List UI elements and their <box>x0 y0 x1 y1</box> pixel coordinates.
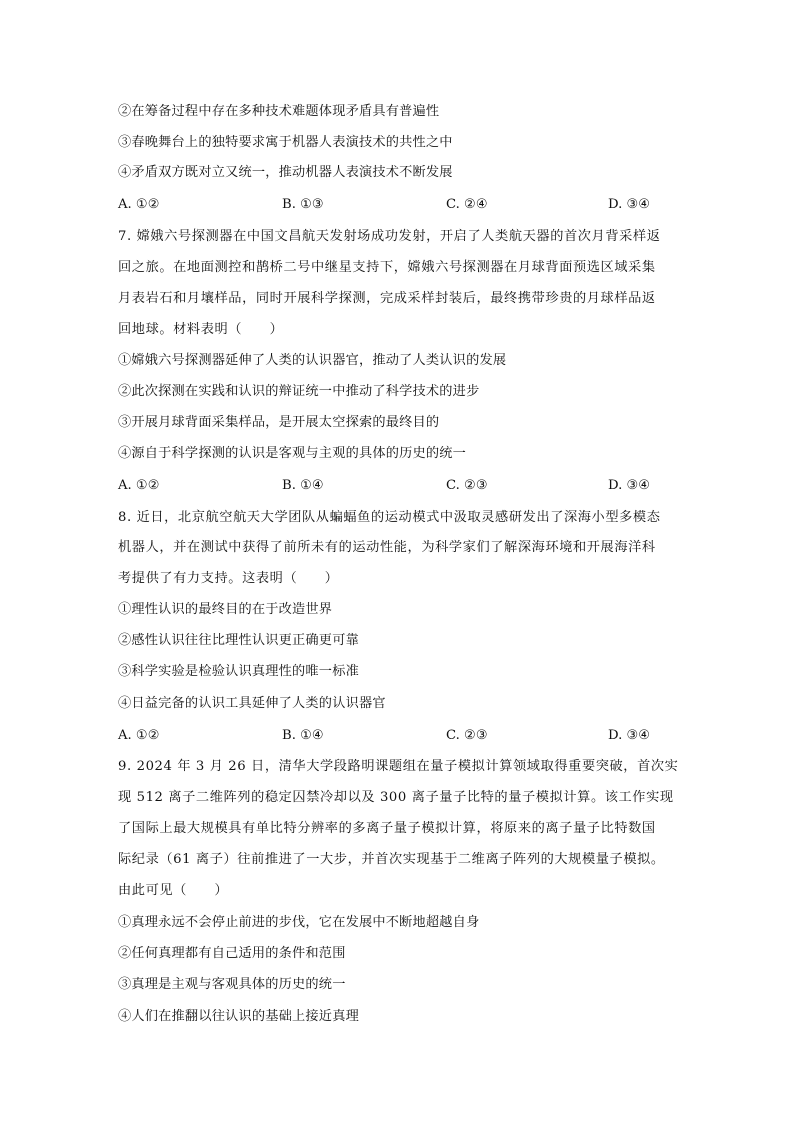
q8-stem-line-2: 机器人，并在测试中获得了前所未有的运动性能，为科学家们了解深海环境和开展海洋科 <box>118 540 656 555</box>
q7-stem-line-4: 回地球。材料表明（ ） <box>118 322 284 337</box>
q6-options <box>118 195 678 215</box>
q6-item-2: ②在筹备过程中存在多种技术难题体现矛盾具有普遍性 <box>118 104 440 119</box>
q9-stem-line-3: 了国际上最大规模具有单比特分辨率的多离子量子模拟计算，将原来的离子量子比特数国 <box>118 821 656 836</box>
q7-option-c[interactable]: C. ②③ <box>446 478 488 493</box>
q7-stem-line-1: 7. 嫦娥六号探测器在中国文昌航天发射场成功发射，开启了人类航天器的首次月背采样返 <box>118 229 661 244</box>
q8-option-d[interactable]: D. ③④ <box>608 728 651 743</box>
q8-option-a[interactable]: A. ①② <box>118 728 160 743</box>
q9-item-2: ②任何真理都有自己适用的条件和范围 <box>118 946 346 961</box>
q8-option-c[interactable]: C. ②③ <box>446 728 488 743</box>
q9-stem-line-2: 现 512 离子二维阵列的稳定囚禁冷却以及 300 离子量子比特的量子模拟计算。该工作实现 <box>118 790 674 805</box>
q6-item-3: ③春晚舞台上的独特要求寓于机器人表演技术的共性之中 <box>118 135 453 150</box>
q8-stem-line-1: 8. 近日，北京航空航天大学团队从蝙蝠鱼的运动模式中汲取灵感研发出了深海小型多模态 <box>118 510 661 525</box>
q7-item-4: ④源自于科学探测的认识是客观与主观的具体的历史的统一 <box>118 446 467 461</box>
q8-item-1: ①理性认识的最终目的在于改造世界 <box>118 602 333 617</box>
q9-item-1: ①真理永远不会停止前进的步伐，它在发展中不断地超越自身 <box>118 915 480 930</box>
q7-options <box>118 476 678 496</box>
q7-option-d[interactable]: D. ③④ <box>608 478 651 493</box>
q9-stem-line-1: 9. 2024 年 3 月 26 日，清华大学段路明课题组在量子模拟计算领域取得重要突破，首次实 <box>118 759 679 774</box>
q7-stem-line-3: 月表岩石和月壤样品，同时开展科学探测，完成采样封装后，最终携带珍贵的月球样品返 <box>118 291 656 306</box>
q7-stem-line-2: 回之旅。在地面测控和鹊桥二号中继星支持下，嫦娥六号探测器在月球背面预选区域采集 <box>118 260 656 275</box>
q8-options <box>118 726 678 746</box>
q6-option-b[interactable]: B. ①③ <box>282 197 324 212</box>
q9-stem-line-4: 际纪录（61 离子）往前推进了一大步，并首次实现基于二维离子阵列的大规模量子模拟。 <box>118 852 665 867</box>
q7-item-2: ②此次探测在实践和认识的辩证统一中推动了科学技术的进步 <box>118 384 480 399</box>
q9-stem-line-5: 由此可见（ ） <box>118 883 229 898</box>
q7-option-b[interactable]: B. ①④ <box>282 478 324 493</box>
q8-item-3: ③科学实验是检验认识真理性的唯一标准 <box>118 664 359 679</box>
q7-option-a[interactable]: A. ①② <box>118 478 160 493</box>
q7-item-3: ③开展月球背面采集样品，是开展太空探索的最终目的 <box>118 415 440 430</box>
q8-item-4: ④日益完备的认识工具延伸了人类的认识器官 <box>118 696 386 711</box>
q8-stem-line-3: 考提供了有力支持。这表明（ ） <box>118 571 339 586</box>
q6-option-d[interactable]: D. ③④ <box>608 197 651 212</box>
q6-option-a[interactable]: A. ①② <box>118 197 160 212</box>
q8-item-2: ②感性认识往往比理性认识更正确更可靠 <box>118 633 359 648</box>
q8-option-b[interactable]: B. ①④ <box>282 728 324 743</box>
q7-item-1: ①嫦娥六号探测器延伸了人类的认识器官，推动了人类认识的发展 <box>118 353 507 368</box>
q6-item-4: ④矛盾双方既对立又统一，推动机器人表演技术不断发展 <box>118 165 453 180</box>
q6-option-c[interactable]: C. ②④ <box>446 197 488 212</box>
q9-item-3: ③真理是主观与客观具体的历史的统一 <box>118 977 346 992</box>
q9-item-4: ④人们在推翻以往认识的基础上接近真理 <box>118 1009 359 1024</box>
